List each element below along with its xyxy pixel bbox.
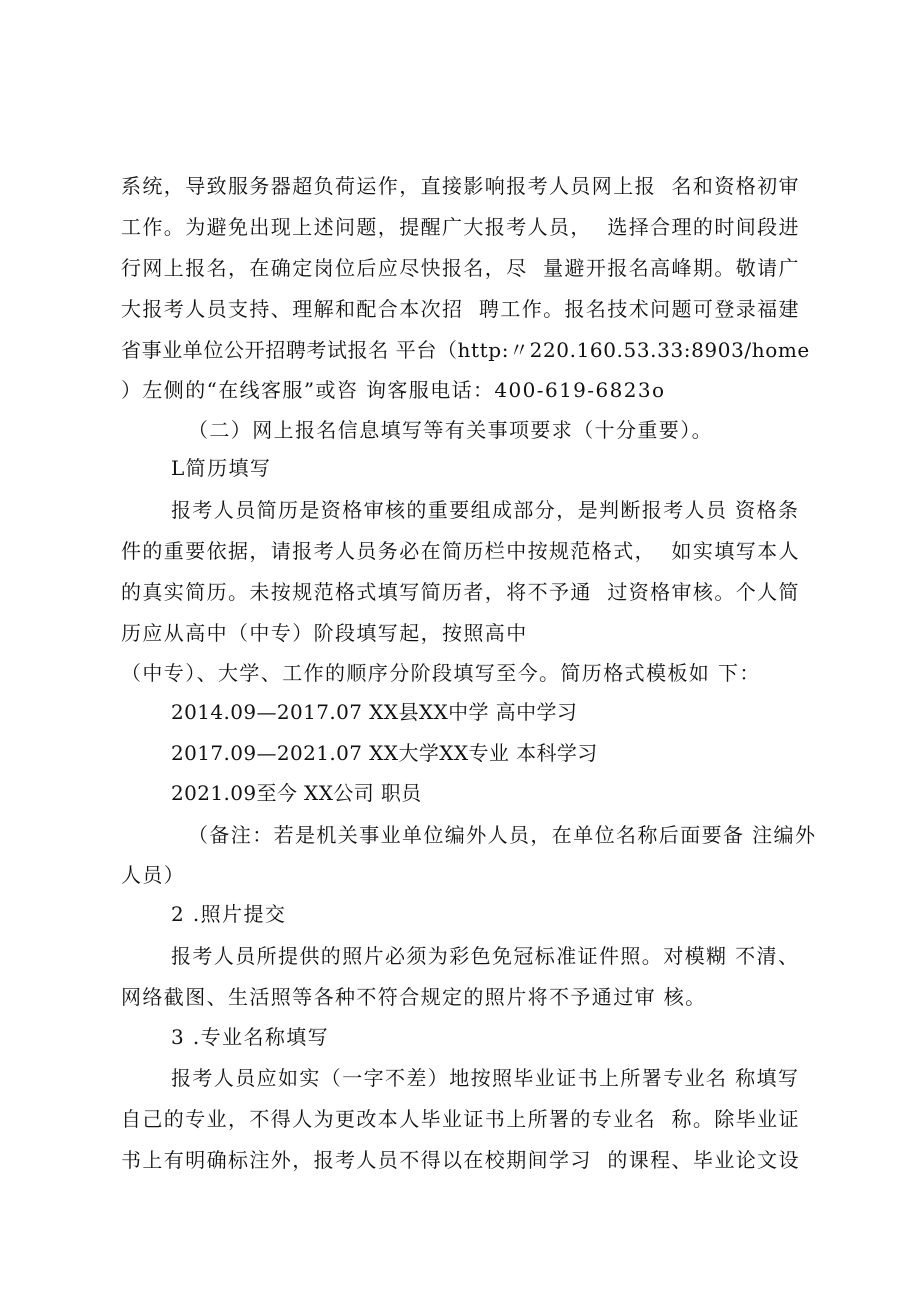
resume-example-line: 2021.09至今 XX公司 职员 <box>171 781 422 805</box>
note-line: 人员） <box>121 863 186 887</box>
text-line: 网络截图、生活照等各种不符合规定的照片将不予通过审 核。 <box>121 985 707 1009</box>
section-heading: （二）网上报名信息填写等有关事项要求（十分重要）。 <box>188 418 713 442</box>
text-line: 行网上报名，在确定岗位后应尽快报名，尽 量避开报名高峰期。敬请广 <box>121 256 800 280</box>
text-line: 大报考人员支持、理解和配合本次招 聘工作。报名技术问题可登录福建 <box>121 297 800 321</box>
subsection-heading: 3 .专业名称填写 <box>171 1025 330 1049</box>
note-line: （备注：若是机关事业单位编外人员，在单位名称后面要备 注编外 <box>188 823 817 847</box>
text-line: 系统，导致服务器超负荷运作，直接影响报考人员网上报 名和资格初审 <box>121 174 800 198</box>
text-line: 件的重要依据，请报考人员务必在简历栏中按规范格式， 如实填写本人 <box>121 539 800 563</box>
text-line: （中专）、大学、工作的顺序分阶段填写至今。简历格式模板如 下： <box>121 661 761 685</box>
text-line: 的真实简历。未按规范格式填写简历者，将不予通 过资格审核。个人简 <box>121 580 800 604</box>
subsection-heading: L简历填写 <box>171 456 272 480</box>
text-line: 省事业单位公开招聘考试报名 平台（http:〃220.160.53.33:8903/home <box>121 338 810 362</box>
text-line: ）左侧的“在线客服”或咨 询客服电话：400-619-6823o <box>121 378 666 402</box>
text-line: 自己的专业，不得人为更改本人毕业证书上所署的专业名 称。除毕业证 <box>121 1107 800 1131</box>
resume-example-line: 2014.09—2017.07 XX县XX中学 高中学习 <box>171 700 578 724</box>
text-line: 书上有明确标注外，报考人员不得以在校期间学习 的课程、毕业论文设 <box>121 1148 800 1172</box>
text-line: 工作。为避免出现上述问题，提醒广大报考人员， 选择合理的时间段进 <box>121 215 800 239</box>
resume-example-line: 2017.09—2021.07 XX大学XX专业 本科学习 <box>171 741 598 765</box>
text-line: 历应从高中（中专）阶段填写起，按照高中 <box>121 621 528 645</box>
text-line: 报考人员所提供的照片必须为彩色免冠标准证件照。对模糊 不清、 <box>171 944 800 968</box>
subsection-heading: 2 .照片提交 <box>171 902 287 926</box>
text-line: 报考人员简历是资格审核的重要组成部分，是判断报考人员 资格条 <box>171 498 800 522</box>
text-line: 报考人员应如实（一字不差）地按照毕业证书上所署专业名 称填写 <box>171 1066 800 1090</box>
